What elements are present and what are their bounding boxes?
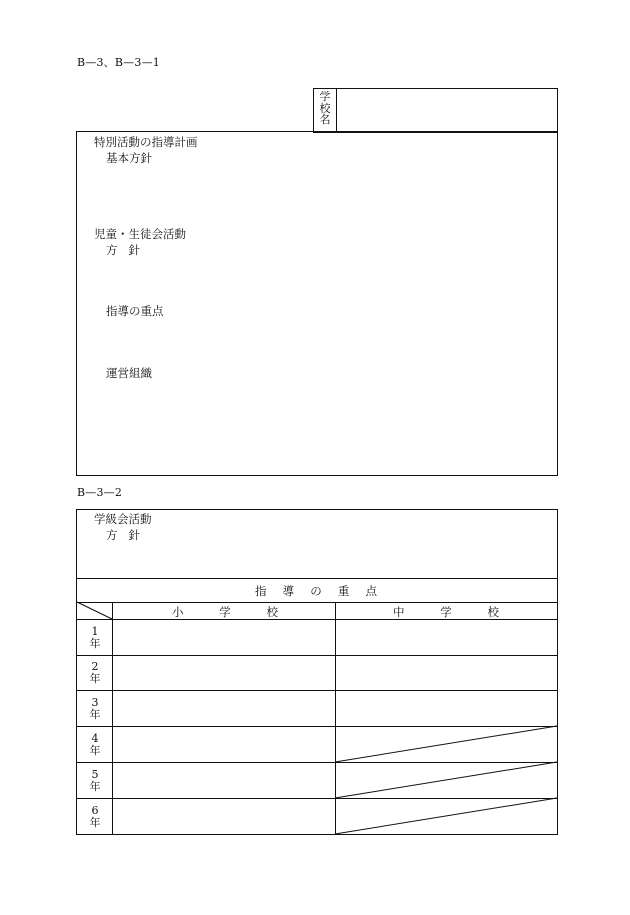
elementary-header-char: 校 <box>266 605 278 619</box>
grade-number: 3 <box>91 696 99 709</box>
grade-unit: 年 <box>89 779 101 793</box>
grade-number: 5 <box>91 768 99 781</box>
policy-char: 針 <box>128 528 140 542</box>
class-activity-title: 学級会活動 <box>94 512 152 526</box>
grade-unit: 年 <box>89 815 101 829</box>
council-activity-title: 児童・生徒会活動 <box>94 227 186 241</box>
na-diagonal-grade-6 <box>335 798 557 834</box>
junior-high-header-char: 中 <box>393 605 405 619</box>
grade-unit: 年 <box>89 671 101 685</box>
school-name-label-char: 校 <box>319 101 331 115</box>
focus-header-char: 重 <box>337 584 350 598</box>
grade-unit: 年 <box>89 743 101 757</box>
guidance-points-label: 指導の重点 <box>106 304 164 318</box>
na-diagonal-grade-4 <box>335 726 557 762</box>
grade-number: 1 <box>91 625 99 638</box>
grade-unit: 年 <box>89 636 101 650</box>
form-code-top: B—3、B—3—1 <box>77 56 160 69</box>
focus-header-char: の <box>310 584 322 598</box>
school-name-label-char: 名 <box>319 113 331 126</box>
grade-number: 2 <box>91 660 99 673</box>
na-diagonal-grade-5 <box>335 762 557 798</box>
school-name-label-char: 学 <box>319 90 331 103</box>
focus-header-char: 導 <box>282 584 295 598</box>
corner-diagonal <box>77 602 112 619</box>
grade-number: 6 <box>91 804 99 817</box>
form-code-mid: B—3—2 <box>77 486 123 499</box>
junior-high-header-char: 学 <box>440 605 452 619</box>
organization-label: 運営組織 <box>106 366 152 380</box>
elementary-header-char: 小 <box>172 605 184 619</box>
grade-unit: 年 <box>89 707 101 721</box>
policy-char: 方 <box>106 243 118 257</box>
focus-header-char: 指 <box>255 584 267 598</box>
junior-high-header-char: 校 <box>487 605 499 619</box>
focus-header-char: 点 <box>365 584 377 598</box>
grade-number: 4 <box>91 732 99 745</box>
policy-char: 針 <box>128 243 140 257</box>
plan-title: 特別活動の指導計画 <box>94 135 198 149</box>
policy-char: 方 <box>106 528 118 542</box>
basic-policy-label: 基本方針 <box>106 151 152 165</box>
elementary-header-char: 学 <box>219 605 231 619</box>
